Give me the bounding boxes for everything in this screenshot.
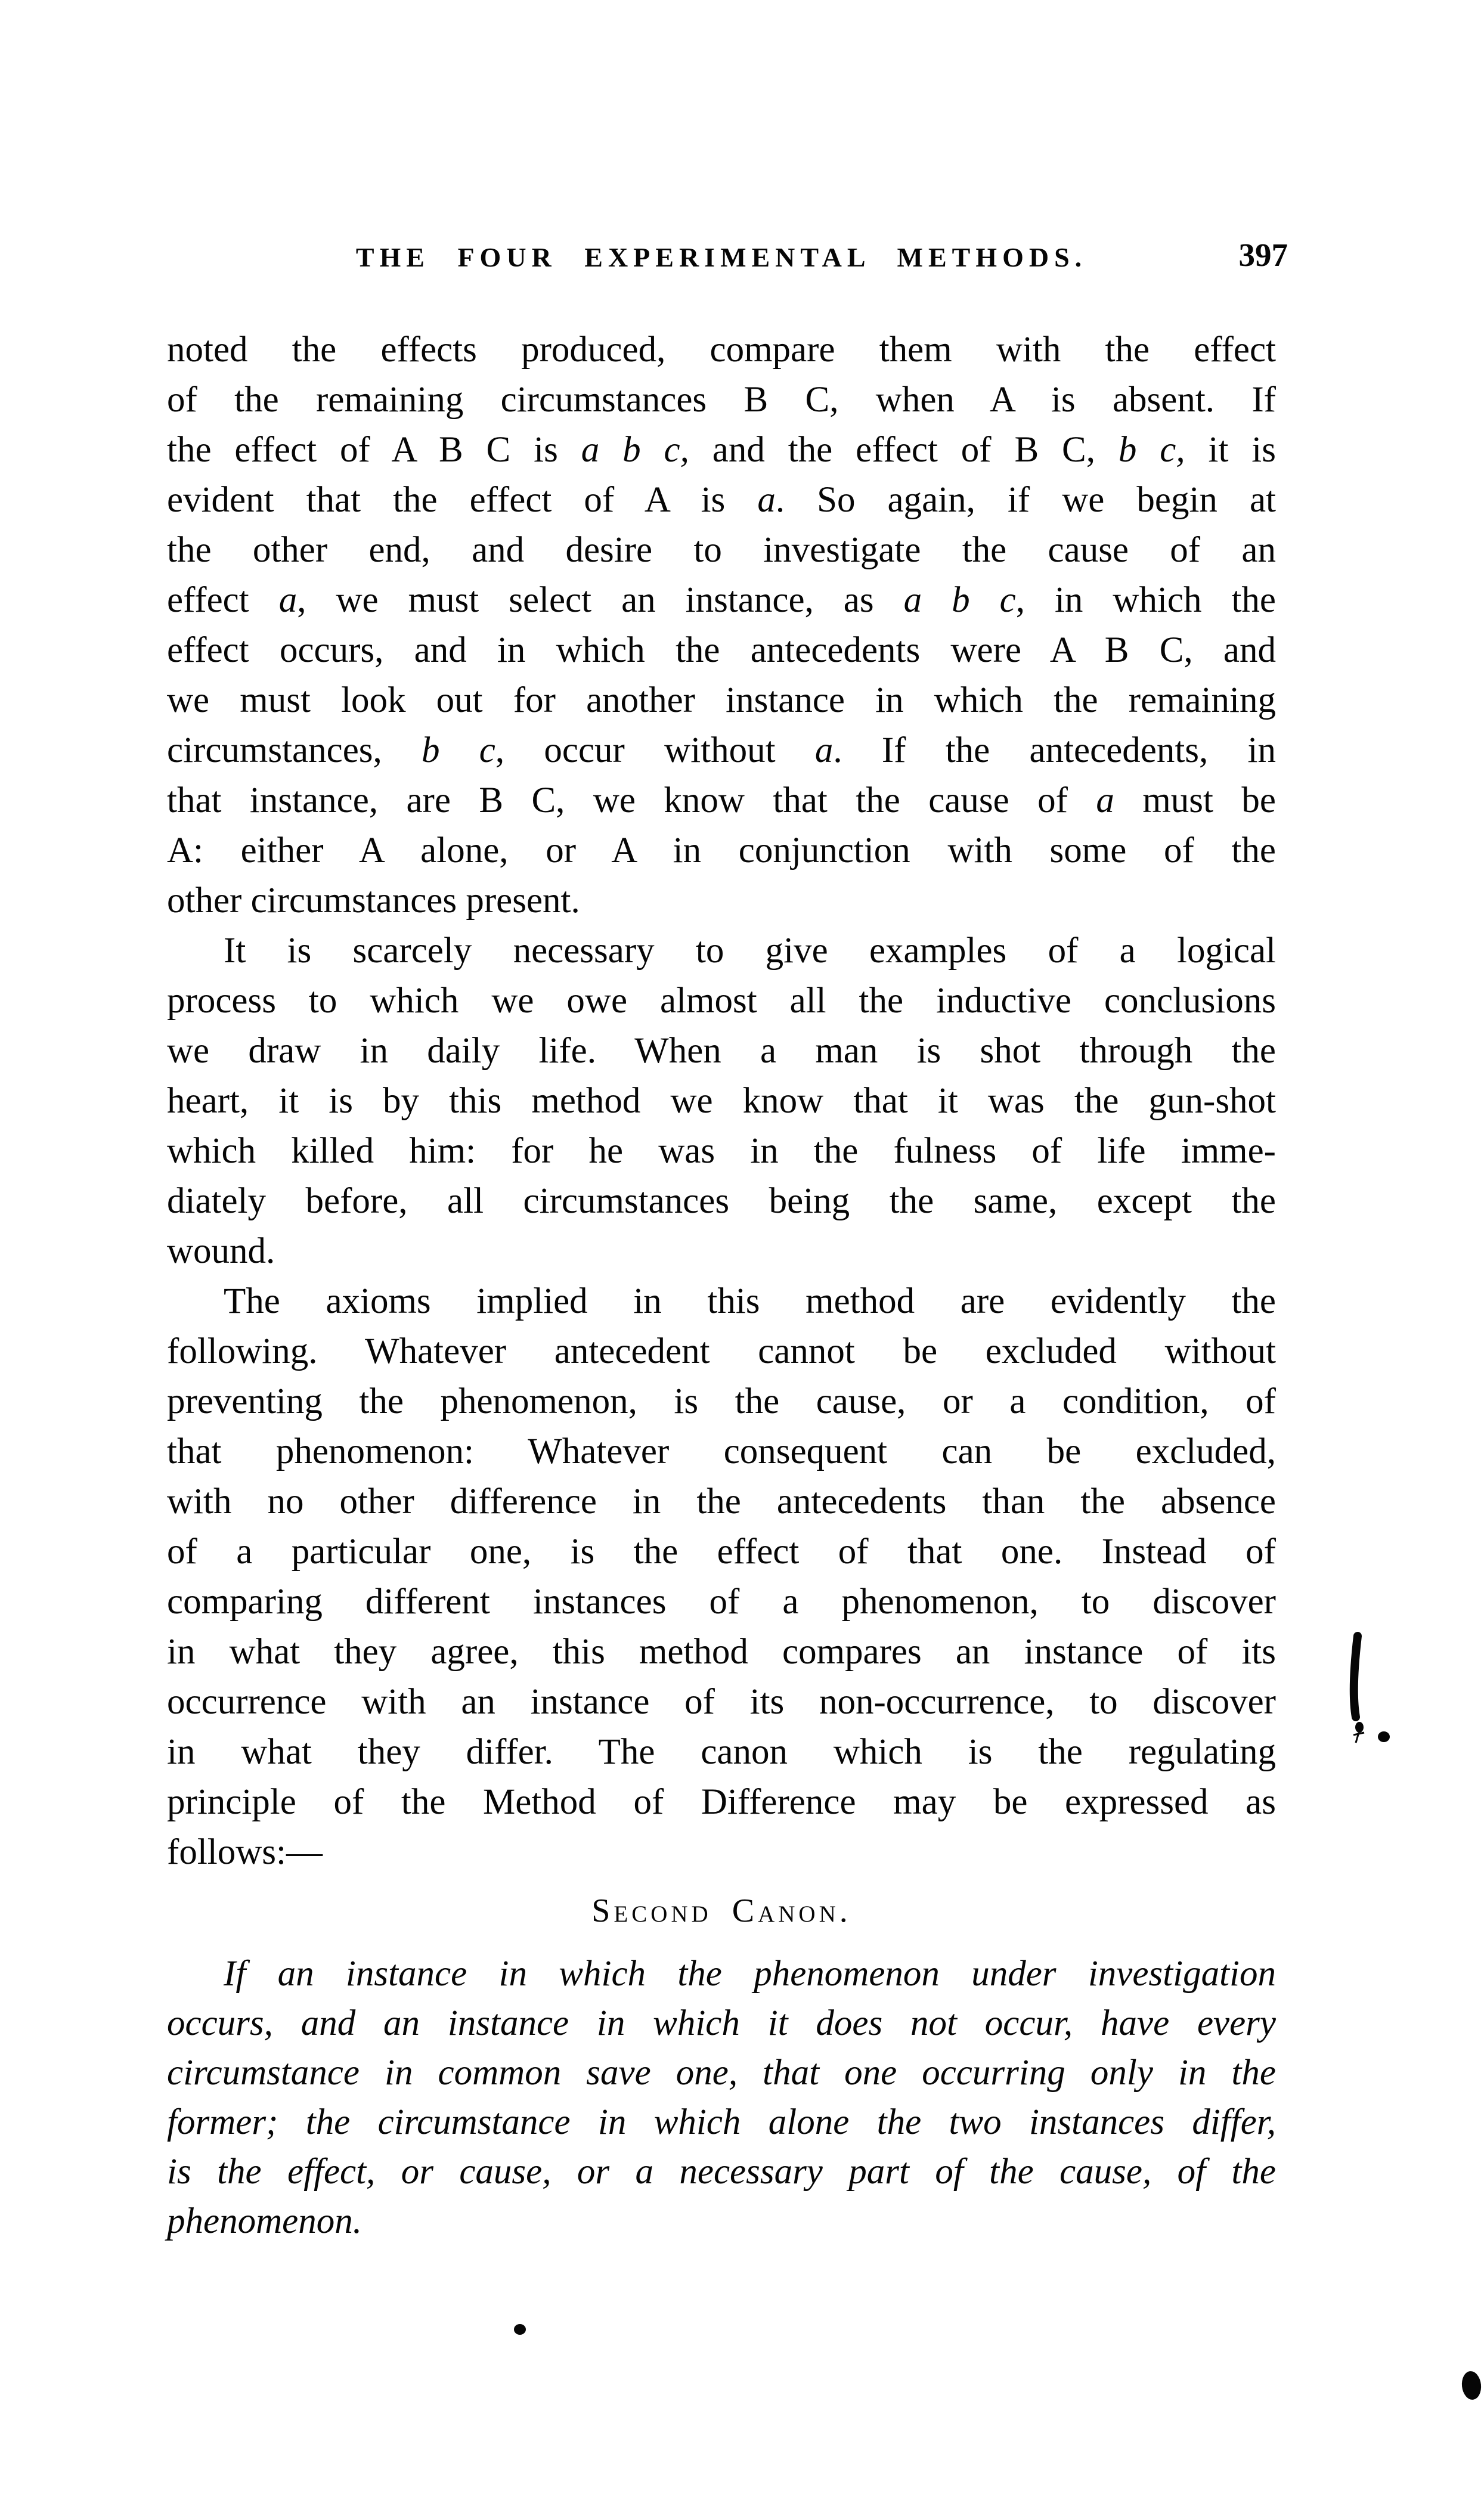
- separator-dot: [514, 2324, 526, 2335]
- text-line: of the remaining circumstances B C, when A is absent. If: [167, 380, 1276, 420]
- text-line: other circumstances present.: [167, 881, 580, 921]
- text-line: the effect of A B C is a b c, and the effect of B C, b c, it is: [167, 430, 1276, 470]
- text-line: which killed him: for he was in the fulness of life imme-: [167, 1131, 1276, 1171]
- text-line: follows:—: [167, 1832, 323, 1872]
- text-line: diately before, all circumstances being the same, except the: [167, 1181, 1276, 1221]
- text-line: that instance, are B C, we know that the cause of a must be: [167, 780, 1276, 820]
- text-line: evident that the effect of A is a. So again, if we begin at: [167, 480, 1276, 520]
- ink-speck-mark: [1353, 1731, 1390, 1743]
- page-number: 397: [1238, 237, 1288, 273]
- text-line: circumstance in common save one, that one occurring only in the: [167, 2053, 1276, 2093]
- text-line: occurs, and an instance in which it does not occur, have every: [167, 2003, 1276, 2043]
- ink-blob-mark: [1461, 2370, 1483, 2400]
- handwritten-stroke-mark: [1354, 1636, 1364, 1733]
- canon-heading: Second Canon.: [591, 1892, 851, 1929]
- text-line: following. Whatever antecedent cannot be excluded without: [167, 1331, 1276, 1371]
- paragraph: [167, 926, 1276, 1276]
- text-line: effect a, we must select an instance, as a b c, in which the: [167, 580, 1277, 620]
- text-line: effect occurs, and in which the antecedents were A B C, and: [167, 630, 1276, 670]
- text-line: former; the circumstance in which alone the two instances differ,: [167, 2102, 1276, 2142]
- text-line: we must look out for another instance in which the remaining: [167, 680, 1276, 720]
- text-line: comparing different instances of a phenomenon, to discover: [167, 1582, 1276, 1622]
- text-line: circumstances, b c, occur without a. If the antecedents, in: [167, 730, 1277, 770]
- text-line: we draw in daily life. When a man is shot through the: [167, 1031, 1276, 1071]
- text-line: with no other difference in the antecedents than the absence: [167, 1482, 1276, 1522]
- running-title: THE FOUR EXPERIMENTAL METHODS.: [355, 242, 1088, 272]
- text-line: the other end, and desire to investigate the cause of an: [167, 530, 1276, 570]
- text-line: of a particular one, is the effect of that one. Instead of: [167, 1532, 1276, 1572]
- text-line: principle of the Method of Difference may be expressed as: [167, 1782, 1276, 1822]
- text-line: preventing the phenomenon, is the cause, or a condition, of: [167, 1381, 1276, 1421]
- paragraph: [167, 1276, 1276, 1877]
- text-line: process to which we owe almost all the inductive conclusions: [167, 981, 1276, 1021]
- text-line: in what they agree, this method compares an instance of its: [167, 1632, 1276, 1672]
- text-line: that phenomenon: Whatever consequent can be excluded,: [167, 1432, 1276, 1471]
- text-line: is the effect, or cause, or a necessary part of the cause, of the: [167, 2152, 1276, 2192]
- text-line: The axioms implied in this method are evidently the: [224, 1281, 1276, 1321]
- text-line: A: either A alone, or A in conjunction with some of the: [167, 831, 1276, 870]
- paragraph: [167, 325, 1276, 926]
- canon-paragraph: [167, 1949, 1276, 2246]
- text-line: in what they differ. The canon which is the regulating: [167, 1732, 1276, 1772]
- text-line: noted the effects produced, compare them with the effect: [167, 330, 1276, 370]
- body-text: [167, 325, 1276, 2246]
- text-line: wound.: [167, 1231, 275, 1271]
- text-line: occurrence with an instance of its non-occurrence, to discover: [167, 1682, 1276, 1722]
- text-line: If an instance in which the phenomenon under investigation: [224, 1954, 1276, 1994]
- text-line: phenomenon.: [167, 2201, 362, 2241]
- text-line: It is scarcely necessary to give examples of a logical: [224, 931, 1276, 971]
- text-line: heart, it is by this method we know that it was the gun-shot: [167, 1081, 1276, 1121]
